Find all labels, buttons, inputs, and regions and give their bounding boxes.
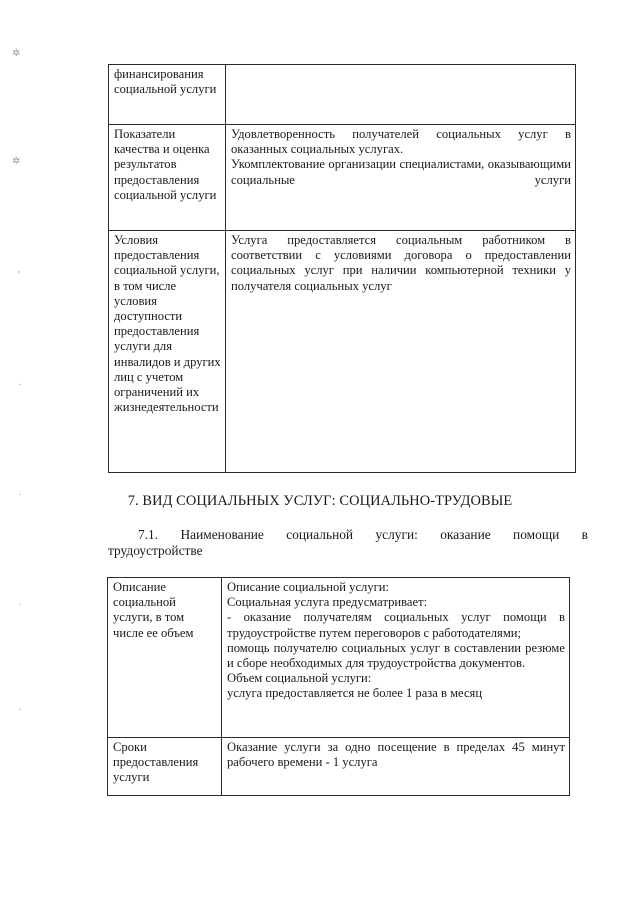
content-paragraph: Оказание услуги за одно посещение в пределах 45 минут рабочего времени - 1 услуга: [227, 740, 565, 770]
content-paragraph: Описание социальной услуги:: [227, 580, 390, 594]
row-label: Сроки предоставления услуги: [108, 738, 222, 796]
scan-speck: ·: [18, 705, 22, 716]
scan-speck: ': [18, 270, 20, 281]
row-label: Условия предоставления социальной услуги, в том числе условия доступности предоставления услуги для инвалидов и других лиц с учетом ограничений их жизнедеятельности: [109, 231, 226, 473]
service-table-top: [108, 64, 576, 473]
content-paragraph: Объем социальной услуги:: [227, 671, 372, 686]
scan-speck: ·: [18, 600, 22, 611]
row-label: финансирования социальной услуги: [109, 65, 226, 125]
service-table-bottom: [107, 577, 570, 796]
scan-speck: ·: [18, 490, 22, 501]
table-row: [108, 578, 570, 738]
table-row: [109, 65, 576, 125]
row-label: Показатели качества и оценка результатов предоставления социальной услуги: [109, 125, 226, 231]
table-row: [109, 231, 576, 473]
section-heading: 7. ВИД СОЦИАЛЬНЫХ УСЛУГ: СОЦИАЛЬНО-ТРУДОВЫЕ: [127, 493, 513, 509]
content-paragraph: Услуга предоставляется социальным работником в соответствии с условиями договора о предоставлении социальных услуг при наличии компьютерной техники у получателя социальных услуг: [231, 233, 571, 293]
content-paragraph: Укомплектование организации специалистами, оказывающими социальные услуги: [231, 157, 571, 187]
row-content: [222, 738, 570, 796]
table-row: [108, 738, 570, 796]
service-name: [108, 527, 588, 559]
content-paragraph: помощь получателю социальных услуг в составлении резюме и сборе необходимых для трудоустройства документов.: [227, 640, 565, 671]
table-row: [109, 125, 576, 231]
scan-speck: ✲: [12, 48, 21, 59]
service-name-line: трудоустройстве: [108, 543, 203, 558]
row-content: [222, 578, 570, 738]
scan-speck: ·: [18, 380, 22, 391]
content-paragraph: - оказание получателям социальных услуг помощи в трудоустройстве путем переговоров с работодателями;: [227, 610, 565, 640]
row-content: [226, 231, 576, 473]
content-paragraph: Удовлетворенность получателей социальных услуг в оказанных социальных услугах.: [231, 127, 571, 157]
content-paragraph: Социальная услуга предусматривает:: [227, 595, 428, 610]
scan-speck: ✲: [12, 156, 21, 167]
row-content: [226, 125, 576, 231]
row-content: [226, 65, 576, 125]
service-name-line: 7.1. Наименование социальной услуги: оказание помощи в: [138, 527, 588, 542]
content-paragraph: услуга предоставляется не более 1 раза в месяц: [227, 686, 483, 701]
row-label: Описание социальной услуги, в том числе ее объем: [108, 578, 222, 738]
